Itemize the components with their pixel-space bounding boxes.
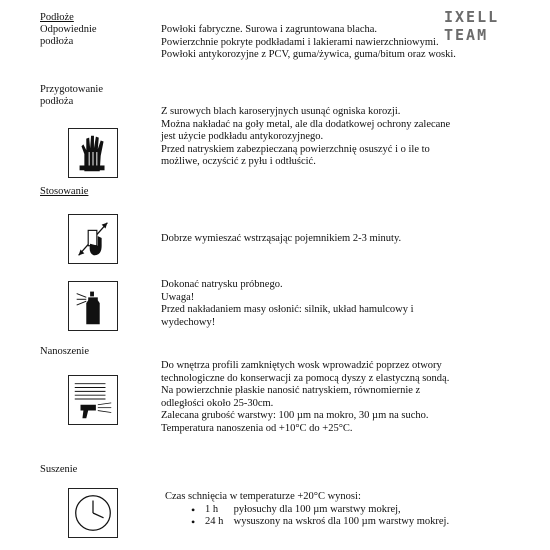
text-line: Powłoki antykorozyjne z PCV, guma/żywica, guma/bitum oraz woski. bbox=[161, 49, 456, 61]
drying-intro: Czas schnięcia w temperaturze +20°C wynosi: bbox=[165, 491, 361, 502]
list-item bbox=[185, 504, 449, 517]
text-line: Powłoki fabryczne. Surowa i zagruntowana blacha. bbox=[161, 24, 378, 35]
drying-time: 1 h bbox=[205, 503, 219, 515]
text-line: wydechowy! bbox=[161, 316, 216, 328]
text-line: jest użycie podkładu antykorozyjnego. bbox=[161, 131, 324, 143]
text-line: Uwaga! bbox=[161, 291, 195, 303]
text-line: Przed natryskiem zabezpieczaną powierzchnię osuszyć i o ile to bbox=[161, 143, 430, 155]
text-line: Można nakładać na goły metal, ale dla dodatkowej ochrony zalecane bbox=[161, 118, 451, 130]
przygotowanie-text bbox=[161, 106, 450, 169]
spray-can-icon bbox=[68, 281, 118, 331]
drying-desc: wysuszony na wskroś dla 100 µm warstwy mokrej. bbox=[233, 516, 450, 528]
brand-logo: IXELL TEAM bbox=[444, 8, 500, 44]
sublabel-odpowiednie: Odpowiednie bbox=[40, 24, 97, 35]
section-label-podloze: Podłoże bbox=[40, 12, 74, 23]
section-label-nanoszenie: Nanoszenie bbox=[40, 346, 89, 357]
suszenie-text bbox=[165, 491, 449, 529]
text-line: Temperatura nanoszenia od +10°C do +25°C. bbox=[161, 422, 353, 434]
drying-time: 24 h bbox=[205, 516, 224, 528]
clock-icon bbox=[68, 488, 118, 538]
section-label-suszenie: Suszenie bbox=[40, 464, 78, 475]
text-line: możliwe, oczyścić z pyłu i odtłuścić. bbox=[161, 156, 316, 168]
text-line: technologiczne do konserwacji za pomocą dyszy z elastyczną sondą. bbox=[161, 372, 450, 384]
section-label-przygotowanie-2: podłoża bbox=[40, 96, 74, 107]
text-line: odległości około 25-30cm. bbox=[161, 397, 274, 409]
hand-glove-icon bbox=[68, 128, 118, 178]
sublabel-podloza: podłoża bbox=[40, 36, 74, 47]
section-label-stosowanie: Stosowanie bbox=[40, 186, 89, 197]
test-spray-text bbox=[161, 279, 414, 329]
text-line: Z surowych blach karoseryjnych usunąć ogniska korozji. bbox=[161, 106, 401, 117]
shake-text: Dobrze wymieszać wstrząsając pojemnikiem 2-3 minuty. bbox=[161, 233, 402, 244]
drying-desc: pyłosuchy dla 100 µm warstwy mokrej, bbox=[233, 503, 401, 515]
podloze-text bbox=[161, 24, 456, 62]
shake-can-icon bbox=[68, 214, 118, 264]
spray-panel-icon bbox=[68, 375, 118, 425]
text-line: Zalecana grubość warstwy: 100 µm na mokro, 30 µm na sucho. bbox=[161, 410, 429, 422]
text-line: Przed nakładaniem masy osłonić: silnik, układ hamulcowy i bbox=[161, 304, 414, 316]
list-item bbox=[185, 516, 449, 529]
text-line: Dokonać natrysku próbnego. bbox=[161, 279, 283, 290]
text-line: Powierzchnie pokryte podkładami i lakierami nawierzchniowymi. bbox=[161, 36, 439, 48]
drying-list bbox=[185, 504, 449, 529]
text-line: Do wnętrza profili zamkniętych wosk wprowadzić poprzez otwory bbox=[161, 360, 442, 371]
nanoszenie-text bbox=[161, 360, 449, 436]
section-label-przygotowanie: Przygotowanie bbox=[40, 84, 103, 95]
text-line: Na powierzchnie płaskie nanosić natryskiem, równomiernie z bbox=[161, 385, 421, 397]
